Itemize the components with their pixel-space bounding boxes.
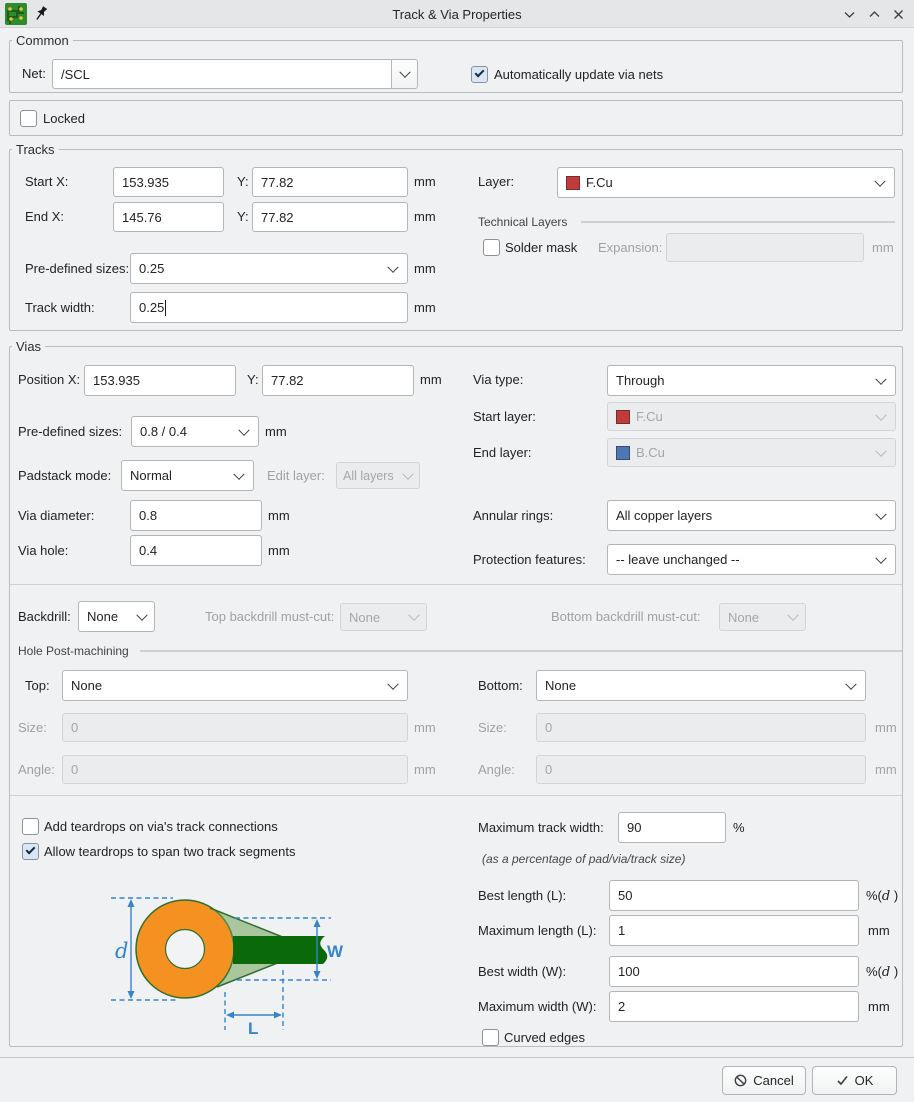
chevron-down-icon: [387, 261, 398, 272]
top-angle-label: Angle:: [18, 762, 55, 777]
annular-rings-label: Annular rings:: [473, 508, 554, 523]
best-width-label: Best width (W):: [478, 964, 567, 979]
position-y-label: Y:: [247, 372, 259, 387]
chevron-down-icon: [875, 409, 886, 420]
track-shape: [233, 936, 327, 964]
check-icon: [26, 845, 36, 855]
start-x-label: Start X:: [25, 174, 69, 189]
unit-label: mm: [868, 923, 890, 938]
max-track-width-input[interactable]: 90: [618, 812, 726, 843]
end-x-input[interactable]: 145.76: [113, 202, 224, 232]
auto-update-label: Automatically update via nets: [494, 67, 664, 82]
chevron-down-icon: [399, 67, 410, 78]
via-diameter-input[interactable]: 0.8: [130, 500, 262, 531]
chevron-down-icon: [845, 678, 856, 689]
max-width-label: Maximum width (W):: [478, 999, 597, 1014]
end-y-input[interactable]: 77.82: [252, 202, 408, 232]
locked-group: [9, 100, 903, 136]
solder-mask-label: Solder mask: [505, 240, 578, 255]
unit-label: mm: [414, 209, 436, 224]
cancel-icon: [734, 1074, 747, 1087]
hole-bottom-select[interactable]: None: [536, 670, 866, 701]
chevron-down-icon: [874, 175, 885, 186]
teardrop-diagram: [95, 860, 345, 1041]
bottom-angle-input: 0: [536, 755, 866, 784]
hole-bottom-label: Bottom:: [478, 678, 523, 693]
max-length-label: Maximum length (L):: [478, 923, 597, 938]
expansion-input: [666, 233, 864, 262]
vias-legend: Vias: [12, 339, 45, 354]
w-dimension-label: W: [327, 942, 344, 961]
divider: [10, 584, 902, 585]
start-y-input[interactable]: 77.82: [252, 167, 408, 197]
minimize-button[interactable]: [841, 6, 858, 23]
start-y-label: Y:: [237, 174, 249, 189]
end-layer-label: End layer:: [473, 445, 532, 460]
bottom-backdrill-select: None: [719, 603, 806, 631]
top-backdrill-select: None: [340, 603, 427, 631]
close-button[interactable]: [890, 6, 907, 23]
start-x-input[interactable]: 153.935: [113, 167, 224, 197]
via-predefined-select[interactable]: 0.8 / 0.4: [131, 416, 259, 447]
end-y-label: Y:: [237, 209, 249, 224]
backdrill-label: Backdrill:: [18, 609, 71, 624]
unit-label: mm: [414, 174, 436, 189]
ok-button[interactable]: OK: [812, 1066, 897, 1095]
technical-layers-header: Technical Layers: [478, 215, 568, 229]
protection-features-select[interactable]: -- leave unchanged --: [607, 544, 896, 575]
unit-label: mm: [872, 240, 894, 255]
via-hole-label: Via hole:: [18, 543, 69, 558]
layer-select[interactable]: F.Cu: [557, 167, 895, 198]
net-label: Net:: [22, 66, 46, 81]
padstack-mode-select[interactable]: Normal: [121, 460, 254, 491]
chevron-down-icon: [875, 373, 886, 384]
start-layer-label: Start layer:: [473, 409, 536, 424]
end-x-label: End X:: [25, 209, 65, 224]
bottom-angle-label: Angle:: [478, 762, 515, 777]
via-hole-input[interactable]: 0.4: [130, 535, 262, 566]
expansion-label: Expansion:: [598, 240, 663, 255]
net-value: /SCL: [61, 66, 90, 82]
layer-color-swatch: [566, 176, 580, 190]
percent-d-suffix: %(d ): [866, 888, 899, 904]
chevron-down-icon: [387, 678, 398, 689]
ok-check-icon: [836, 1075, 849, 1086]
track-width-label: Track width:: [25, 300, 95, 315]
edit-layer-select: All layers: [336, 462, 420, 489]
text-cursor: [165, 300, 166, 316]
technical-layers-rule: [581, 221, 895, 223]
top-size-input: 0: [62, 713, 408, 742]
curved-edges-label: Curved edges: [504, 1030, 585, 1045]
padstack-mode-label: Padstack mode:: [18, 468, 112, 483]
via-position-y-input[interactable]: 77.82: [262, 365, 414, 396]
protection-features-label: Protection features:: [473, 552, 586, 567]
hole-top-select[interactable]: None: [62, 670, 408, 701]
chevron-down-icon: [787, 610, 798, 621]
track-predefined-label: Pre-defined sizes:: [25, 261, 130, 276]
l-dimension-label: L: [248, 1019, 259, 1038]
top-backdrill-label: Top backdrill must-cut:: [205, 609, 335, 624]
start-layer-color-swatch: [616, 410, 630, 424]
end-layer-color-swatch: [616, 446, 630, 460]
check-icon: [475, 68, 485, 78]
span-two-segments-label: Allow teardrops to span two track segments: [44, 844, 296, 859]
auto-update-checkbox[interactable]: [471, 66, 488, 83]
unit-label: mm: [414, 261, 436, 276]
annular-rings-select[interactable]: All copper layers: [607, 500, 896, 531]
unit-label: mm: [414, 720, 436, 735]
layer-label: Layer:: [478, 174, 515, 189]
common-legend: Common: [12, 33, 73, 48]
unit-label: mm: [868, 999, 890, 1014]
percent-d-suffix: %(d ): [866, 964, 899, 980]
edit-layer-label: Edit layer:: [267, 468, 325, 483]
via-diameter-label: Via diameter:: [18, 508, 95, 523]
max-length-input[interactable]: 1: [609, 915, 859, 946]
tracks-legend: Tracks: [12, 142, 59, 157]
bottom-size-label: Size:: [478, 720, 507, 735]
locked-label: Locked: [43, 111, 85, 126]
chevron-down-icon: [875, 552, 886, 563]
add-teardrops-checkbox[interactable]: [22, 818, 39, 835]
chevron-down-icon: [875, 508, 886, 519]
chevron-down-icon: [233, 468, 244, 479]
d-dimension-label: d: [115, 939, 129, 963]
chevron-down-icon: [402, 468, 413, 479]
locked-checkbox[interactable]: [20, 110, 37, 127]
window-title: Track & Via Properties: [392, 7, 522, 22]
position-x-label: Position X:: [18, 372, 81, 387]
unit-label: mm: [268, 543, 290, 558]
top-angle-input: 0: [62, 755, 408, 784]
bottom-backdrill-label: Bottom backdrill must-cut:: [551, 609, 701, 624]
backdrill-select[interactable]: None: [78, 601, 155, 632]
unit-label: mm: [420, 372, 442, 387]
max-track-width-label: Maximum track width:: [478, 820, 604, 835]
best-length-label: Best length (L):: [478, 888, 567, 903]
percentage-note: (as a percentage of pad/via/track size): [482, 852, 686, 866]
via-position-x-input[interactable]: 153.935: [84, 365, 236, 396]
chevron-down-icon: [136, 609, 147, 620]
via-type-select[interactable]: Through: [607, 365, 896, 396]
curved-edges-checkbox[interactable]: [482, 1029, 499, 1046]
title-bar: [0, 0, 914, 28]
track-predefined-select[interactable]: 0.25: [130, 253, 408, 284]
via-hole-shape: [166, 930, 205, 969]
unit-label: mm: [414, 300, 436, 315]
hole-post-machining-header: Hole Post-machining: [18, 644, 129, 658]
net-combobox[interactable]: [52, 59, 418, 89]
hole-post-machining-rule: [140, 650, 902, 652]
best-width-input[interactable]: 100: [609, 956, 859, 987]
percent-label: %: [733, 820, 745, 835]
maximize-button[interactable]: [866, 6, 883, 23]
unit-label: mm: [268, 508, 290, 523]
add-teardrops-label: Add teardrops on via's track connections: [44, 819, 278, 834]
chevron-down-icon: [875, 445, 886, 456]
via-type-label: Via type:: [473, 372, 524, 387]
end-layer-select: B.Cu: [607, 438, 896, 467]
chevron-down-icon: [238, 424, 249, 435]
footer-divider: [0, 1057, 914, 1058]
net-dropdown-button[interactable]: [391, 60, 417, 88]
cancel-button[interactable]: Cancel: [722, 1066, 806, 1095]
track-width-input[interactable]: 0.25: [130, 292, 408, 323]
bottom-size-input: 0: [536, 713, 866, 742]
unit-label: mm: [875, 762, 897, 777]
unit-label: mm: [414, 762, 436, 777]
unit-label: mm: [875, 720, 897, 735]
best-length-input[interactable]: 50: [609, 880, 859, 911]
via-predefined-label: Pre-defined sizes:: [18, 424, 123, 439]
hole-top-label: Top:: [25, 678, 50, 693]
unit-label: mm: [265, 424, 287, 439]
top-size-label: Size:: [18, 720, 47, 735]
span-two-segments-checkbox[interactable]: [22, 843, 39, 860]
chevron-down-icon: [408, 610, 419, 621]
max-width-input[interactable]: 2: [609, 991, 859, 1022]
solder-mask-checkbox[interactable]: [483, 239, 500, 256]
start-layer-select: F.Cu: [607, 402, 896, 431]
divider: [10, 795, 902, 796]
